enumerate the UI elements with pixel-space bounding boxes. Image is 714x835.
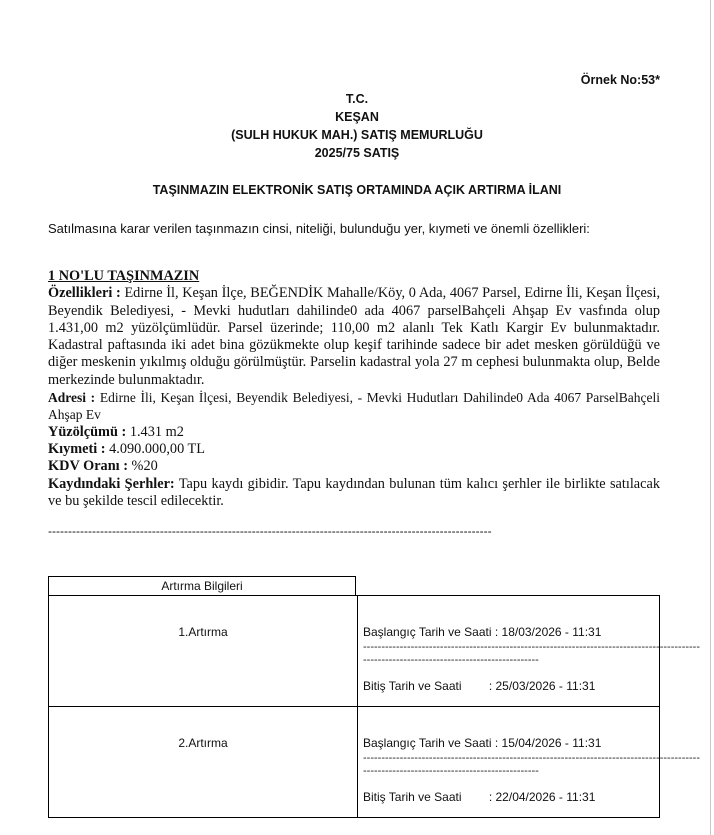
header-office: (SULH HUKUK MAH.) SATIŞ MEMURLUĞU	[231, 128, 483, 142]
page-title: TAŞINMAZIN ELEKTRONİK SATIŞ ORTAMINDA AÇIK ARTIRMA İLANI	[152, 183, 562, 197]
intro-text: Satılmasına karar verilen taşınmazın cinsi, niteliği, bulunduğu yer, kıymeti ve önemli özellikleri:	[48, 221, 590, 236]
address-label: Adresi :	[48, 390, 96, 406]
start-value: 15/04/2026 - 11:31	[501, 736, 602, 750]
header-tc: T.C.	[345, 92, 369, 106]
property-features	[48, 285, 660, 389]
annotations-text: Tapu kaydı gibidir. Tapu kaydından bulunan tüm kalıcı şerhler ile birlikte satılacak ve bu şekilde tescil edilecektir.	[48, 475, 660, 509]
property-area	[48, 424, 660, 441]
dash-line-short: ------------------------------------------------	[363, 765, 539, 777]
dash-line: --------------------------------------------------------------------------------------------	[363, 752, 701, 764]
features-label: Özellikleri :	[48, 285, 121, 302]
table-row	[49, 596, 660, 707]
header-city: KEŞAN	[335, 110, 379, 124]
separator-line: ---------------------------------------------------------------------------------------------------------------	[48, 524, 492, 538]
annotations-label: Kaydındaki Şerhler:	[48, 475, 175, 492]
auction-dates-cell	[358, 707, 701, 818]
dash-line: --------------------------------------------------------------------------------------------	[363, 641, 701, 653]
end-label: Bitiş Tarih ve Saati	[363, 679, 462, 693]
end-value: : 25/03/2026 - 11:31	[488, 679, 596, 693]
start-value: 18/03/2026 - 11:31	[501, 625, 602, 639]
sample-number: Örnek No:53*	[580, 73, 660, 87]
property-details	[48, 268, 660, 510]
vat-value: %20	[131, 458, 158, 475]
value-amount: 4.090.000,00 TL	[109, 440, 205, 457]
property-value	[48, 441, 660, 458]
header-file-no: 2025/75 SATIŞ	[314, 146, 400, 160]
dash-line-short: ------------------------------------------------	[363, 654, 539, 666]
auction-name-cell	[49, 707, 358, 818]
property-address	[48, 389, 660, 424]
area-value: 1.431 m2	[129, 423, 184, 440]
property-annotations	[48, 476, 660, 511]
area-label: Yüzölçümü :	[48, 423, 127, 440]
property-vat	[48, 458, 660, 475]
auction-name: 1.Artırma	[178, 625, 228, 639]
start-label: Başlangıç Tarih ve Saati :	[363, 736, 499, 750]
auction-name-cell	[49, 596, 358, 707]
end-label: Bitiş Tarih ve Saati	[363, 790, 462, 804]
table-row	[49, 707, 660, 818]
start-datetime	[363, 736, 601, 750]
end-datetime	[363, 679, 595, 693]
value-label: Kıymeti :	[48, 440, 106, 457]
address-text: Edirne İli, Keşan İlçesi, Beyendik Belediyesi, - Mevki Hudutları Dahilinde0 Ada 4067 ParselBahçeli Ahşap Ev	[48, 390, 661, 423]
start-label: Başlangıç Tarih ve Saati :	[363, 625, 499, 639]
features-text: Edirne İl, Keşan İlçe, BEĞENDİK Mahalle/Köy, 0 Ada, 4067 Parsel, Edirne İli, Keşan İlçesi, Beyendik Belediyesi, - Mevki hudutları dahilinde0 ada 4067 parselBahçeli Ahşap Ev vasfında olup 1.431,00 m2 yüzölçümlüdür. Parsel üzerinde; 110,00 m2 alanlı Tek Katlı Kargir Ev bulunmaktadır. Kadastral paftasında iki adet bina gözükmekte olup keşif tarihinde sadece bir adet mesken görüldüğü ve diğer meskenin yıkılmış olduğu görülmüştür. Parselin kadastral yola 27 m cephesi bulunmakta olup, Belde merkezinde bulunmaktadır.	[48, 285, 661, 388]
auction-name: 2.Artırma	[178, 736, 228, 750]
start-datetime	[363, 625, 601, 639]
auction-table-header: Artırma Bilgileri	[48, 576, 356, 596]
end-datetime	[363, 790, 595, 804]
auction-dates-cell	[358, 596, 701, 707]
property-heading: 1 NO'LU TAŞINMAZIN	[48, 268, 200, 284]
auction-table	[48, 595, 701, 818]
vat-label: KDV Oranı :	[48, 458, 128, 475]
end-value: : 22/04/2026 - 11:31	[488, 790, 596, 804]
